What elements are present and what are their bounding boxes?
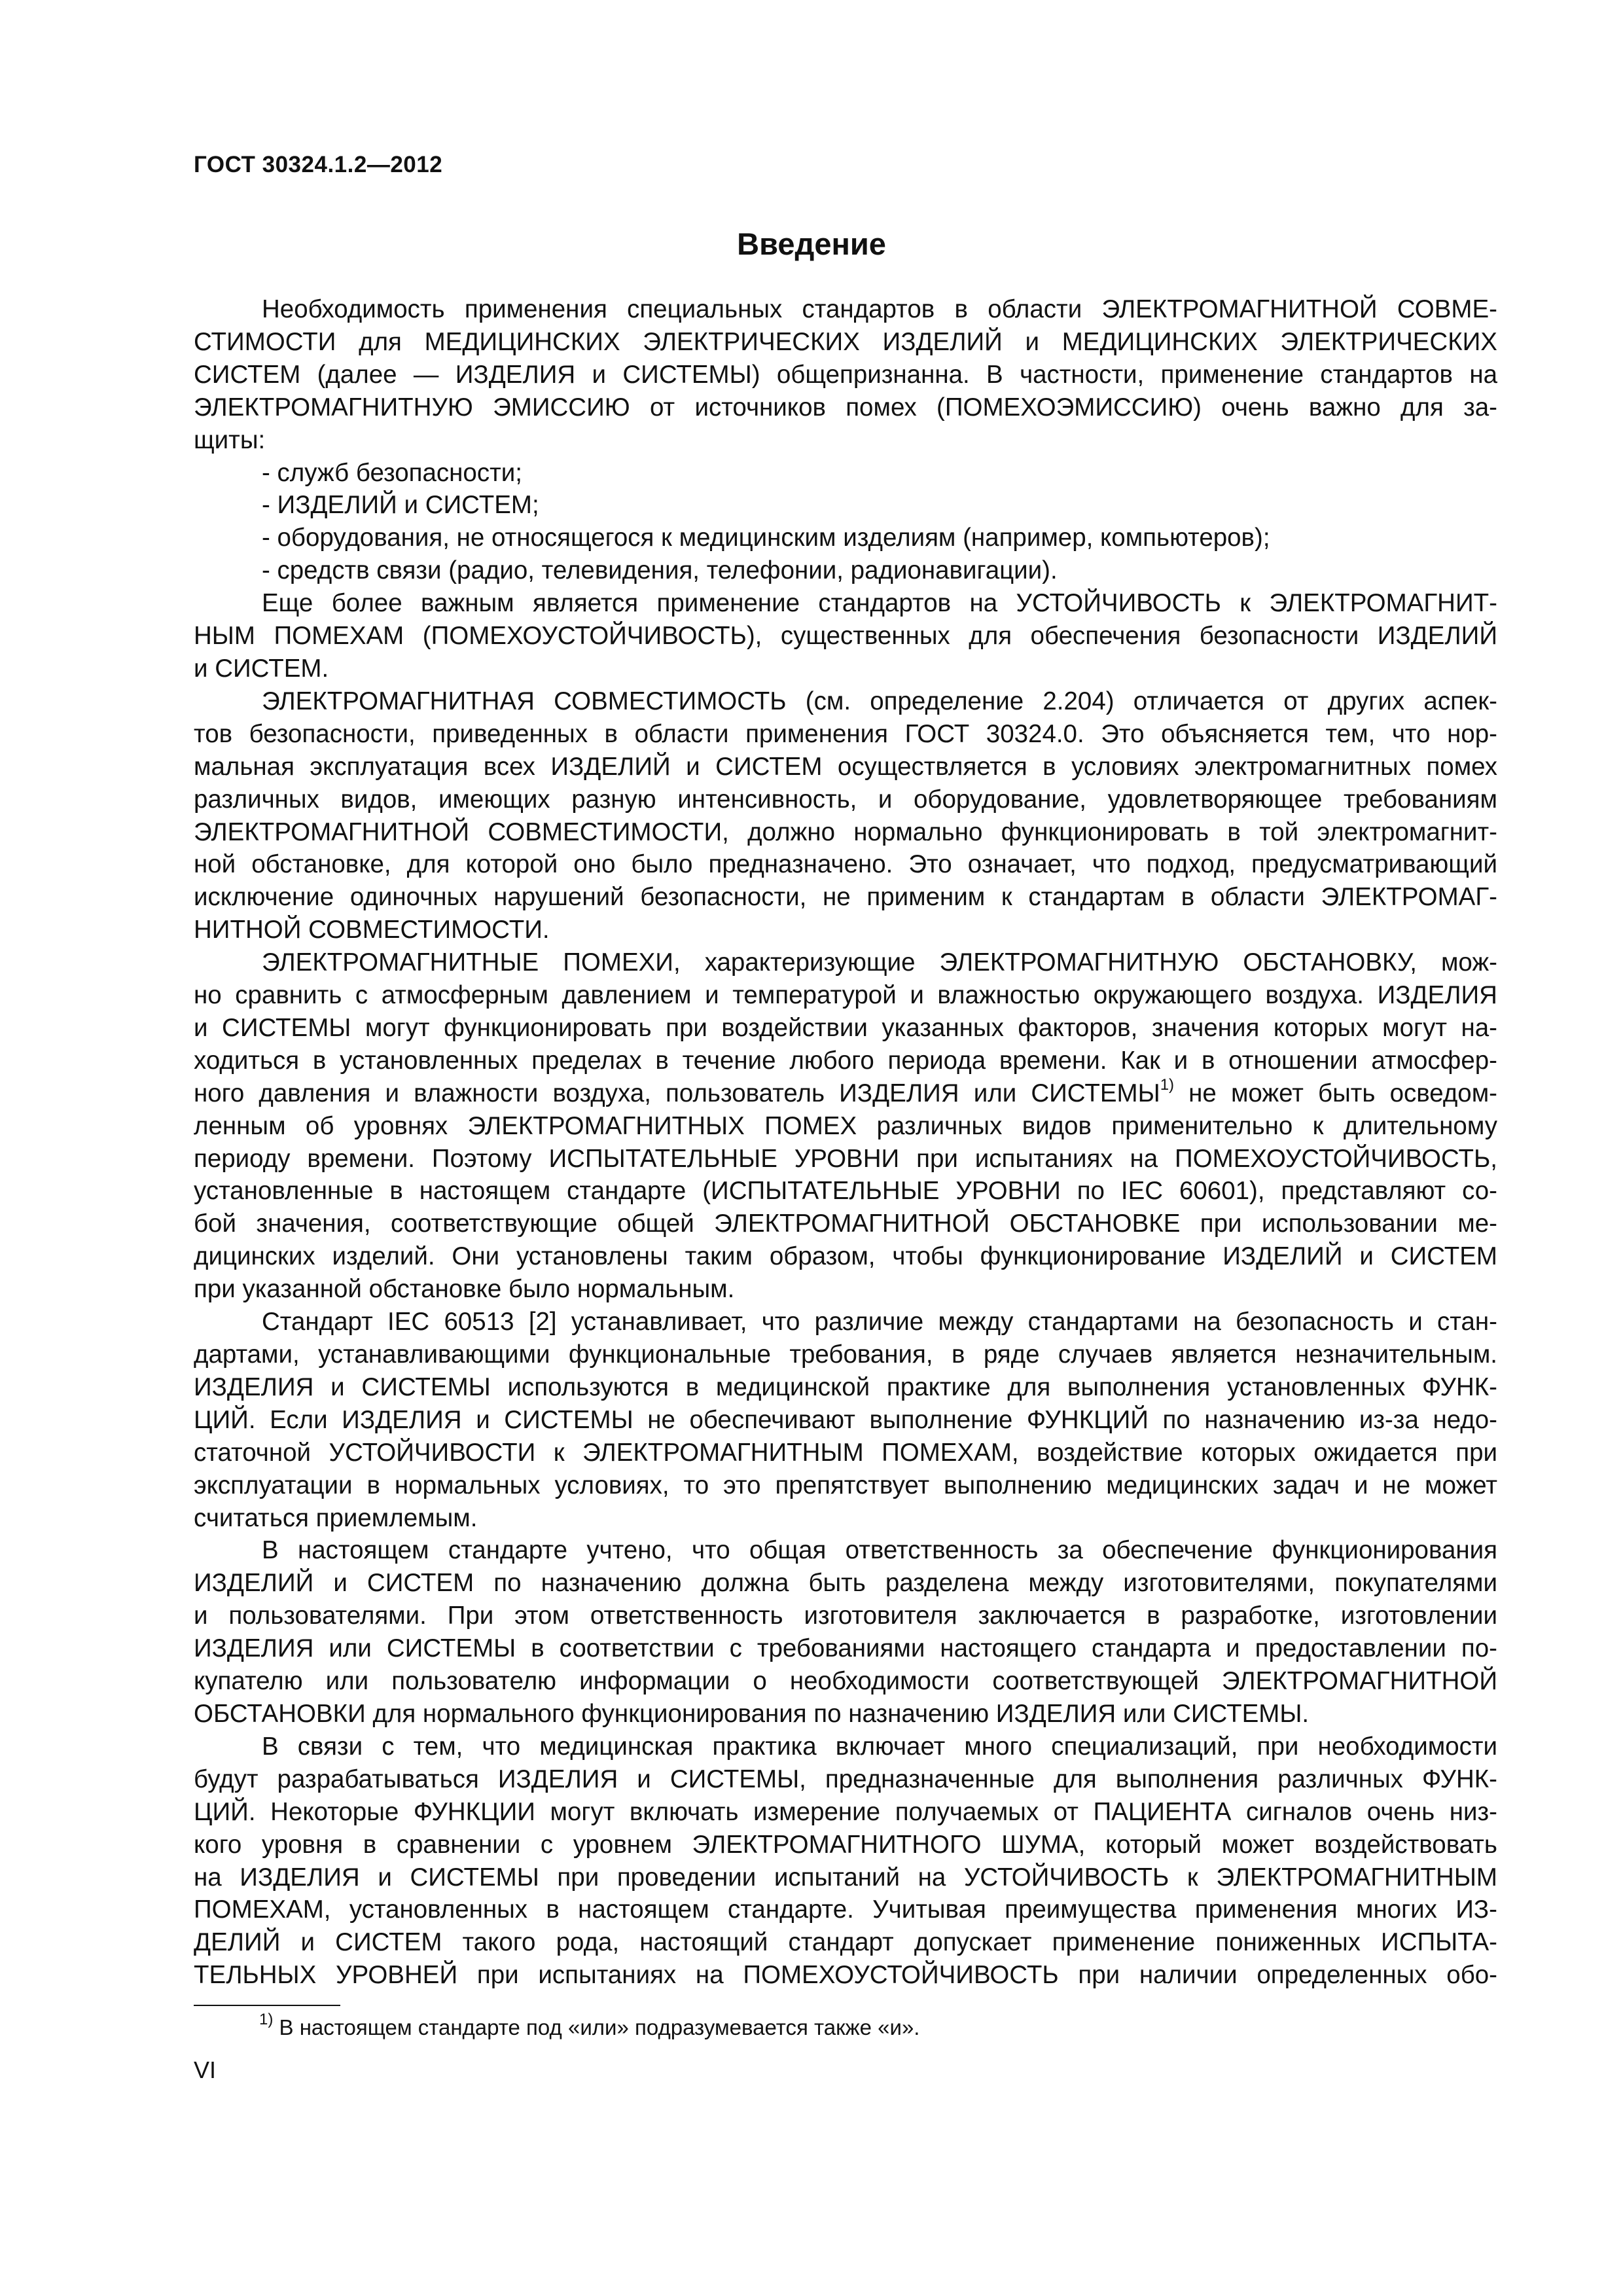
text-line: мальная эксплуатация всех ИЗДЕЛИЙ и СИСТЕМ осуществляется в условиях электромагнитных помех <box>194 752 1497 781</box>
text-line: ИЗДЕЛИЯ или СИСТЕМЫ в соответствии с требованиями настоящего стандарта и предоставлении по- <box>194 1634 1497 1663</box>
footnote-reference[interactable]: 1) <box>1160 1075 1175 1094</box>
text-line: ходиться в установленных пределах в течение любого периода времени. Как и в отношении атмосфер- <box>194 1046 1497 1075</box>
text-line: и СИСТЕМЫ могут функционировать при воздействии указанных факторов, значения которых могут на- <box>194 1013 1497 1042</box>
list-item: - оборудования, не относящегося к медицинским изделиям (например, компьютеров); <box>262 524 1270 552</box>
text-line: кого уровня в сравнении с уровнем ЭЛЕКТРОМАГНИТНОГО ШУМА, который может воздействовать <box>194 1830 1497 1859</box>
text-line: тов безопасности, приведенных в области применения ГОСТ 30324.0. Это объясняется тем, что нор- <box>194 719 1497 748</box>
text-line: ленным об уровнях ЭЛЕКТРОМАГНИТНЫХ ПОМЕХ различных видов применительно к длительному <box>194 1111 1497 1140</box>
footnote <box>259 2013 919 2042</box>
text-line: периоду времени. Поэтому ИСПЫТАТЕЛЬНЫЕ УРОВНИ при испытаниях на ПОМЕХОУСТОЙЧИВОСТЬ, <box>194 1144 1497 1173</box>
text-line: ОБСТАНОВКИ для нормального функционирования по назначению ИЗДЕЛИЯ или СИСТЕМЫ. <box>194 1699 1310 1728</box>
text-line: Еще более важным является применение стандартов на УСТОЙЧИВОСТЬ к ЭЛЕКТРОМАГНИТ- <box>262 589 1497 618</box>
paragraph-2 <box>194 587 1497 685</box>
text-line: различных видов, имеющих разную интенсивность, и оборудование, удовлетворяющее требованиям <box>194 785 1497 814</box>
text-line: НИТНОЙ СОВМЕСТИМОСТИ. <box>194 916 550 944</box>
text-line: и пользователями. При этом ответственность изготовителя заключается в разработке, изготовлении <box>194 1602 1497 1630</box>
text-line: считаться приемлемым. <box>194 1503 478 1532</box>
paragraph-3 <box>194 685 1497 946</box>
bullet-list <box>194 457 1497 588</box>
document-code-header: ГОСТ 30324.1.2—2012 <box>194 152 443 177</box>
text-line: но сравнить с атмосферным давлением и температурой и влажностью окружающего воздуха. ИЗДЕЛИЯ <box>194 981 1497 1010</box>
text-line: ЦИЙ. Некоторые ФУНКЦИИ могут включать измерение получаемых от ПАЦИЕНТА сигналов очень низ- <box>194 1797 1497 1826</box>
text-line: Стандарт IEC 60513 [2] устанавливает, что различие между стандартами на безопасность и стан- <box>262 1308 1497 1336</box>
text-line-with-footnote <box>194 1077 1497 1110</box>
text-line: ДЕЛИЙ и СИСТЕМ такого рода, настоящий стандарт допускает применение пониженных ИСПЫТА- <box>194 1928 1497 1957</box>
text-line: ной обстановке, для которой оно было предназначено. Это означает, что подход, предусматривающий <box>194 850 1497 879</box>
paragraph-7 <box>194 1731 1497 1992</box>
paragraph-4 <box>194 946 1497 1306</box>
text-line: ЦИЙ. Если ИЗДЕЛИЯ и СИСТЕМЫ не обеспечивают выполнение ФУНКЦИЙ по назначению из-за недо- <box>194 1405 1497 1434</box>
footnote-text: В настоящем стандарте под «или» подразумевается также «и». <box>273 2015 920 2039</box>
text-line: установленные в настоящем стандарте (ИСПЫТАТЕЛЬНЫЕ УРОВНИ по IEC 60601), представляют со- <box>194 1177 1497 1206</box>
footnote-divider <box>194 2005 340 2006</box>
text-line: ЭЛЕКТРОМАГНИТНАЯ СОВМЕСТИМОСТЬ (см. определение 2.204) отличается от других аспек- <box>262 687 1497 715</box>
text-line: ЭЛЕКТРОМАГНИТНОЙ СОВМЕСТИМОСТИ, должно нормально функционировать в той электромагнит- <box>194 817 1497 846</box>
paragraph-5 <box>194 1306 1497 1534</box>
text-line: НЫМ ПОМЕХАМ (ПОМЕХОУСТОЙЧИВОСТЬ), существенных для обеспечения безопасности ИЗДЕЛИЙ <box>194 622 1497 651</box>
text-line: эксплуатации в нормальных условиях, то это препятствует выполнению медицинских задач и не может <box>194 1471 1497 1499</box>
text-segment: ного давления и влажности воздуха, пользователь ИЗДЕЛИЯ или СИСТЕМЫ <box>194 1079 1160 1107</box>
text-line: В связи с тем, что медицинская практика включает много специализаций, при необходимости <box>262 1732 1497 1761</box>
text-line: ЭЛЕКТРОМАГНИТНУЮ ЭМИССИЮ от источников помех (ПОМЕХОЭМИССИЮ) очень важно для за- <box>194 393 1497 422</box>
document-body <box>194 293 1497 1992</box>
paragraph-6 <box>194 1534 1497 1730</box>
text-line: ИЗДЕЛИЙ и СИСТЕМ по назначению должна быть разделена между изготовителями, покупателями <box>194 1569 1497 1598</box>
list-item: - ИЗДЕЛИЙ и СИСТЕМ; <box>262 491 539 520</box>
text-line: ИЗДЕЛИЯ и СИСТЕМЫ используются в медицинской практике для выполнения установленных ФУНК- <box>194 1372 1497 1401</box>
text-line: дицинских изделий. Они установлены таким образом, чтобы функционирование ИЗДЕЛИЙ и СИСТЕМ <box>194 1242 1497 1271</box>
text-line: ТЕЛЬНЫХ УРОВНЕЙ при испытаниях на ПОМЕХОУСТОЙЧИВОСТЬ при наличии определенных обо- <box>194 1961 1497 1990</box>
text-segment: не может быть осведом- <box>1174 1079 1497 1107</box>
text-line: дартами, устанавливающими функциональные требования, в ряде случаев является незначительным. <box>194 1340 1497 1369</box>
text-line: и СИСТЕМ. <box>194 654 329 683</box>
text-line: при указанной обстановке было нормальным. <box>194 1275 735 1304</box>
text-line: на ИЗДЕЛИЯ и СИСТЕМЫ при проведении испытаний на УСТОЙЧИВОСТЬ к ЭЛЕКТРОМАГНИТНЫМ <box>194 1863 1497 1892</box>
text-line: купателю или пользователю информации о необходимости соответствующей ЭЛЕКТРОМАГНИТНОЙ <box>194 1667 1497 1696</box>
text-line: щиты: <box>194 425 266 454</box>
paragraph-1 <box>194 293 1497 457</box>
text-line: В настоящем стандарте учтено, что общая ответственность за обеспечение функционирования <box>262 1536 1497 1565</box>
text-line: СИСТЕМ (далее — ИЗДЕЛИЯ и СИСТЕМЫ) общепризнанна. В частности, применение стандартов на <box>194 360 1497 389</box>
text-line: ЭЛЕКТРОМАГНИТНЫЕ ПОМЕХИ, характеризующие ЭЛЕКТРОМАГНИТНУЮ ОБСТАНОВКУ, мож- <box>262 948 1497 977</box>
text-line: СТИМОСТИ для МЕДИЦИНСКИХ ЭЛЕКТРИЧЕСКИХ ИЗДЕЛИЙ и МЕДИЦИНСКИХ ЭЛЕКТРИЧЕСКИХ <box>194 327 1497 356</box>
text-line: статочной УСТОЙЧИВОСТИ к ЭЛЕКТРОМАГНИТНЫМ ПОМЕХАМ, воздействие которых ожидается при <box>194 1438 1497 1467</box>
page-number: VI <box>194 2056 217 2083</box>
section-title: Введение <box>737 226 886 261</box>
footnote-marker: 1) <box>259 2011 274 2028</box>
text-line: исключение одиночных нарушений безопасности, не применим к стандартам в области ЭЛЕКТРОМАГ- <box>194 883 1497 912</box>
list-item: - служб безопасности; <box>262 458 522 487</box>
text-line: будут разрабатываться ИЗДЕЛИЯ и СИСТЕМЫ, предназначенные для выполнения различных ФУНК- <box>194 1765 1497 1793</box>
text-line: Необходимость применения специальных стандартов в области ЭЛЕКТРОМАГНИТНОЙ СОВМЕ- <box>262 295 1497 323</box>
list-item: - средств связи (радио, телевидения, телефонии, радионавигации). <box>262 556 1058 585</box>
text-line: бой значения, соответствующие общей ЭЛЕКТРОМАГНИТНОЙ ОБСТАНОВКЕ при использовании ме- <box>194 1210 1497 1238</box>
text-line: ПОМЕХАМ, установленных в настоящем стандарте. Учитывая преимущества применения многих ИЗ- <box>194 1895 1497 1924</box>
